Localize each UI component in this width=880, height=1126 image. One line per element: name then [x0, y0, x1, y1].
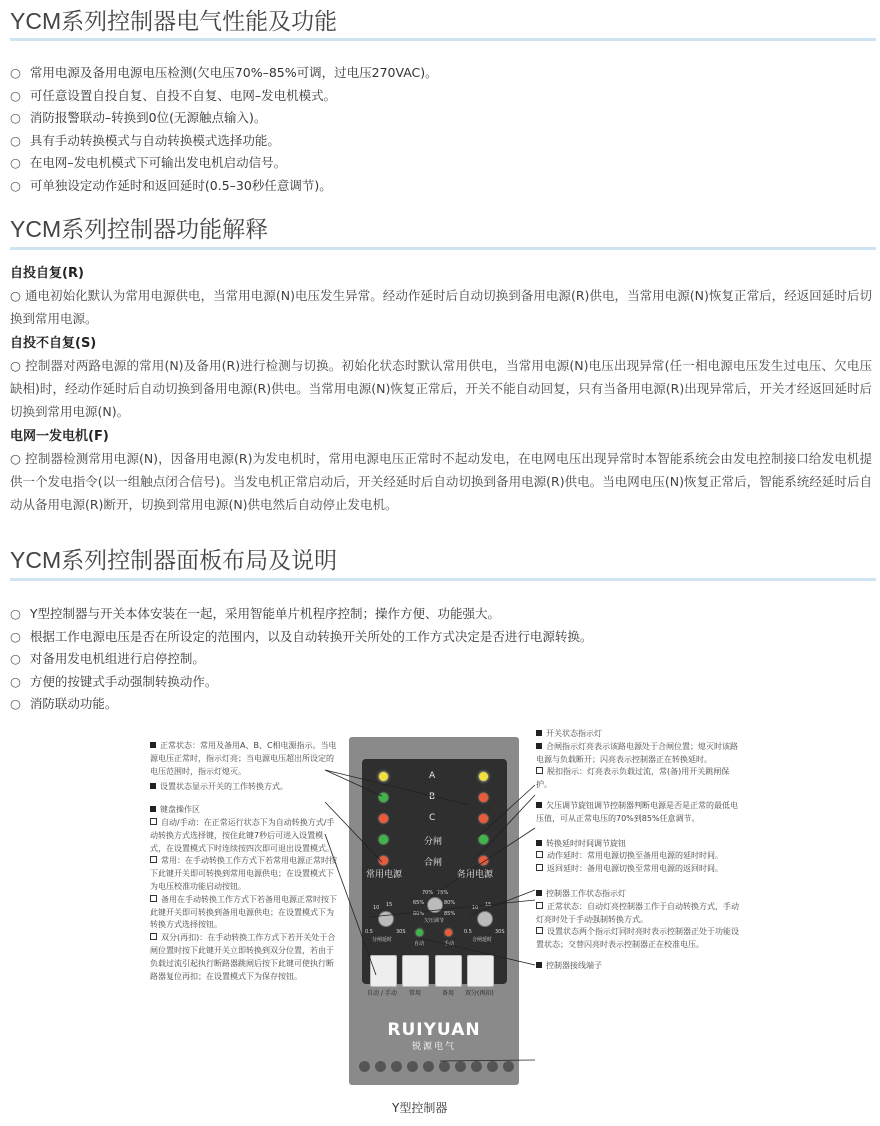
mid-scale-80: 80% — [444, 900, 456, 906]
annotation-item: 设置状态两个指示灯同时亮时表示控制器正处于功能设置状态；交替闪亮时表示控制器正在校准电压。 — [536, 927, 739, 950]
section-title-performance: YCM系列控制器电气性能及功能 — [10, 8, 338, 34]
mid-scale-60: 60% — [413, 911, 425, 917]
paragraph-auto-switch-no-return: ○ 控制器对两路电源的常用(N)及备用(R)进行检测与切换。初始化状态时默认常用供电，当常用电源(N)电压出现异常(任一相电源电压发生过电压、欠电压缺相)时，经动作延时后自动切换到备用电源(R)供电。当常用电源(N)恢复正常后，开关不能自动回复，只有当备用电源(R)出现异常后，开关才经返回延时后切换到常用电源(N)。 — [10, 354, 872, 423]
close-label: 合闸 — [424, 858, 443, 868]
annotation-item: 合闸指示灯亮表示该路电源处于合闸位置；熄灭时该路电源与负载断开；闪亮表示控制器正在转换延时。 — [536, 741, 738, 764]
list-item: ○ Y型控制器与开关本体安装在一起，采用智能单片机程序控制；操作方便、功能强大。 — [10, 603, 870, 626]
auto-label: 自动 — [414, 941, 425, 947]
phase-a-label: A — [429, 771, 436, 781]
list-item: ○ 消防联动功能。 — [10, 693, 870, 716]
annotation-item: 双分(再扣)：在手动转换工作方式下若开关处于合闸位置时按下此键开关立即转换到双分位置，若由于负载过流引起执行断路器跳闸后按下此键可使执行断路器复位再扣；在设置模式下为保存按钮。 — [150, 933, 336, 981]
open-delay-label: 分闸延时 — [372, 937, 393, 943]
leader-line — [478, 785, 535, 837]
list-item: ○ 方便的按键式手动强制转换动作。 — [10, 671, 870, 694]
annotation-item: 返回延时：备用电源切换至常用电源的返回时间。 — [536, 863, 740, 876]
list-item: ○ 在电网–发电机模式下可输出发电机启动信号。 — [10, 152, 870, 175]
open-label: 分闸 — [424, 837, 443, 847]
common-key-label: 常用 — [409, 990, 422, 997]
mid-scale-70: 70% — [422, 890, 434, 896]
leader-line — [370, 900, 535, 917]
paragraph-grid-generator: ○ 控制器检测常用电源(N)，因备用电源(R)为发电机时，常用电源电压正常时不起动发电，在电网电压出现异常时本智能系统会由发电控制接口给发电机提供一个发电指令(以一组触点闭合信号)。当发电机正常启动后，开关经延时后自动切换到备用电源(R)供电。当电网电压(N)恢复正常后，智能系统经延时后自动从备用电源(R)断开，切换到常用电源(N)供电然后自动停止发电机。 — [10, 447, 872, 516]
annotation-item: 正常状态：常用及备用A、B、C相电源指示。当电源电压正常时，指示灯亮；当电源电压超出所设定的电压范围时，指示灯熄灭。 — [150, 741, 337, 776]
mid-scale-65: 65% — [413, 900, 425, 906]
list-item: ○ 具有手动转换模式与自动转换模式选择功能。 — [10, 130, 870, 153]
annotation-item: 开关状态指示灯 — [536, 728, 740, 741]
close-delay-label: 合闸延时 — [472, 937, 493, 943]
section-title-function-explanation: YCM系列控制器功能解释 — [10, 216, 269, 242]
section-title-panel-layout: YCM系列控制器面板布局及说明 — [10, 547, 338, 573]
annotation-item: 正常状态：自动灯亮控制器工作于自动转换方式，手动灯亮时处于手动强制转换方式。 — [536, 901, 739, 924]
leader-line — [420, 938, 535, 965]
leader-line — [325, 802, 382, 862]
list-item: ○ 对备用发电机组进行启停控制。 — [10, 648, 870, 671]
right-scale-15: 15 — [485, 902, 492, 908]
leader-line — [440, 1060, 535, 1061]
mid-scale-85: 85% — [444, 911, 456, 917]
annotation-item: 设置状态显示开关的工作转换方式。 — [150, 781, 338, 794]
heading-auto-switch-no-return: 自投不自复(S) — [10, 336, 97, 351]
annotation-item: 控制器接线端子 — [536, 960, 740, 973]
phase-b-label: B — [429, 792, 436, 802]
heading-auto-switch-auto-return: 自投自复(R) — [10, 266, 84, 281]
phase-c-label: C — [429, 813, 436, 823]
backup-key-label: 备用 — [442, 990, 455, 997]
common-power-label: 常用电源 — [366, 870, 403, 880]
list-item: ○ 消防报警联动–转换到0位(无源触点输入)。 — [10, 107, 870, 130]
mid-scale-75: 75% — [437, 890, 449, 896]
list-item: ○ 可单独设定动作延时和返回延时(0.5–30秒任意调节)。 — [10, 175, 870, 198]
figure-caption: Y型控制器 — [392, 1101, 448, 1115]
annotation-item: 自动/手动：在正常运行状态下为自动转换方式/手动转换方式选择键，按住此键7秒后可进入设置模式，在设置模式下时连续按四次即可退出设置模式。 — [150, 817, 335, 853]
annotation-item: 键盘操作区 — [150, 804, 338, 817]
left-scale-15: 15 — [386, 902, 393, 908]
annotation-item: 备用在手动转换工作方式下若备用电源正常时按下此键开关即可转换到备用电源供电；在设置模式下为转换方式选择按钮。 — [150, 894, 337, 930]
logo-chinese: 锐源电气 — [411, 1042, 456, 1052]
left-scale-10: 10 — [373, 905, 380, 911]
leader-line — [325, 770, 382, 796]
leader-line — [325, 770, 470, 805]
auto-manual-key-label: 自动 / 手动 — [367, 990, 397, 997]
right-scale-30s: 30S — [495, 929, 505, 935]
logo-english: RUIYUAN — [387, 1020, 481, 1040]
leader-line — [325, 834, 376, 975]
annotation-item: 控制器工作状态指示灯 — [536, 888, 740, 901]
left-scale-30s: 30S — [396, 929, 406, 935]
annotation-item: 欠压调节旋钮调节控制器判断电源是否是正常的最低电压值，可从正常电压的70%到85%任意调节。 — [536, 800, 738, 823]
left-scale-05: 0.5 — [365, 929, 373, 935]
annotation-item: 动作延时：常用电源切换至备用电源的延时时间。 — [536, 850, 740, 863]
list-item: ○ 常用电源及备用电源电压检测(欠电压70%–85%可调，过电压270VAC)。 — [10, 62, 870, 85]
leader-line — [430, 828, 535, 897]
leader-line — [470, 890, 535, 915]
annotation-item: 常用：在手动转换工作方式下若常用电源正常时按下此键开关即可转换到常用电源供电；在设置模式下为电压校准功能启动按钮。 — [150, 856, 337, 891]
undervoltage-label: 欠压调节 — [424, 918, 445, 924]
right-scale-10: 10 — [472, 905, 479, 911]
list-item: ○ 可任意设置自投自复、自投不自复、电网–发电机模式。 — [10, 85, 870, 108]
manual-label: 手动 — [444, 941, 455, 947]
double-open-key-label: 双分(再扣) — [465, 990, 494, 997]
annotation-item: 转换延时时间调节旋钮 — [536, 838, 740, 851]
heading-grid-generator: 电网一发电机(F) — [10, 429, 109, 444]
list-item: ○ 根据工作电源电压是否在所设定的范围内，以及自动转换开关所处的工作方式决定是否进行电源转换。 — [10, 626, 870, 649]
backup-power-label: 备用电源 — [457, 870, 494, 880]
annotation-item: 脱扣指示：灯亮表示负载过流，常(备)用开关跳闸保护。 — [536, 767, 730, 790]
right-scale-05: 0.5 — [464, 929, 472, 935]
paragraph-auto-switch-auto-return: ○ 通电初始化默认为常用电源供电，当常用电源(N)电压发生异常。经动作延时后自动切换到备用电源(R)供电，当常用电源(N)恢复正常后，经返回延时后切换到常用电源。 — [10, 284, 872, 330]
